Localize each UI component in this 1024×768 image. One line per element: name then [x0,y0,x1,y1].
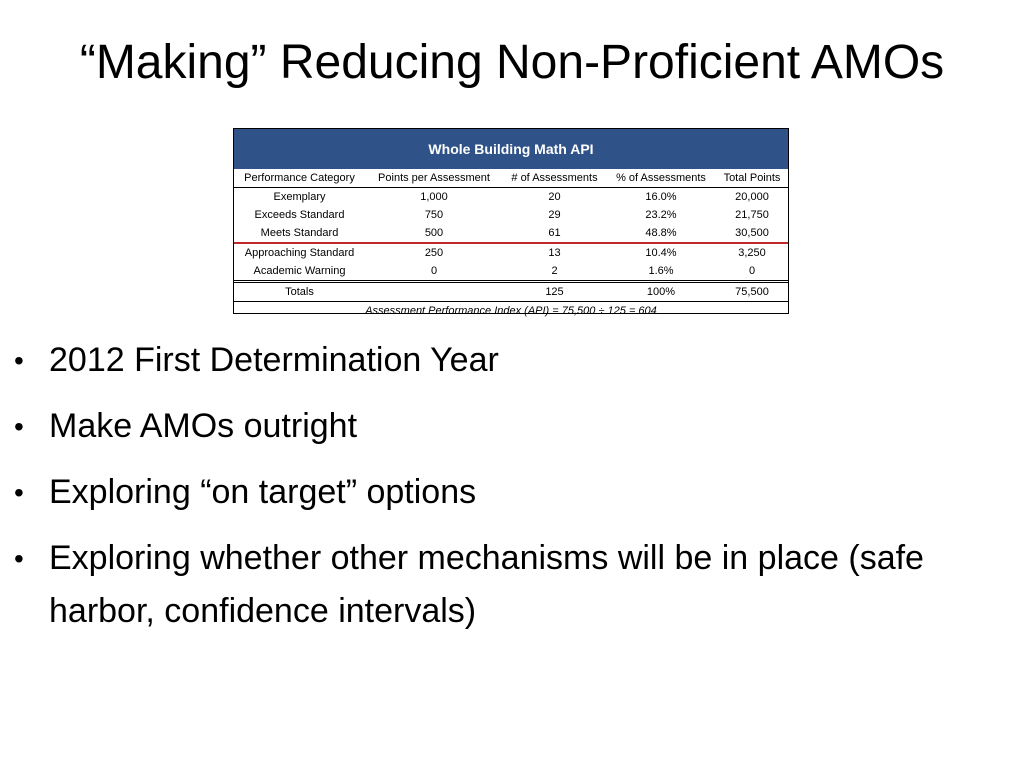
column-header: # of Assessments [503,169,606,188]
table-cell: 125 [503,282,606,302]
slide-title: “Making” Reducing Non-Proficient AMOs [79,36,945,89]
table-cell: 23.2% [645,209,677,221]
table-row [234,224,788,243]
bullet-text: Exploring whether other mechanisms will be in place (safe harbor, confidence intervals) [49,539,924,630]
table-cell: Approaching Standard [234,243,365,262]
column-header: Points per Assessment [365,169,503,188]
table-cell: 250 [365,243,503,262]
table-cell: 100% [606,282,716,302]
table-cell: 1.6% [648,265,674,277]
table-header-row [234,169,788,188]
bullet-text: 2012 First Determination Year [49,341,499,379]
table-cell: Meets Standard [260,227,339,239]
table-cell: 750 [424,209,444,221]
table-cell: 500 [424,227,444,239]
bullet-text: Make AMOs outright [49,407,358,445]
table-cell: 0 [430,265,438,277]
table-cell: 1,000 [420,191,448,203]
bullet-dot-icon: • [14,345,24,376]
table-cell: Academic Warning [253,265,346,277]
table-row [234,243,788,262]
table-row [234,262,788,282]
table-cell: 2 [551,265,558,277]
api-table-title: Whole Building Math API [234,129,788,169]
formula-row [234,302,788,321]
bullet-text: Exploring “on target” options [49,473,477,511]
bullet-dot-icon: • [14,477,24,508]
table-cell [365,282,503,302]
table-cell: 10.4% [606,243,716,262]
table-cell: 20 [548,191,561,203]
table-cell: Exemplary [273,191,326,203]
bullet-list [0,334,1024,651]
api-table [233,128,789,317]
totals-label: Totals [234,282,365,302]
table-cell: 21,750 [735,209,769,221]
table-cell: 30,500 [735,227,769,239]
table-row [234,206,788,224]
table-cell: 13 [503,243,606,262]
table-cell: 16.0% [645,191,677,203]
table-cell: 29 [548,209,561,221]
table-cell: Exceeds Standard [254,209,345,221]
bullet-item [0,466,1024,519]
table-row [234,188,788,207]
table-cell: 3,250 [716,243,788,262]
column-header: Total Points [716,169,788,188]
bullet-item [0,334,1024,387]
api-formula: Assessment Performance Index (API) = 75,500 ÷ 125 = 604 [365,305,657,317]
table-cell: 61 [548,227,561,239]
column-header: % of Assessments [606,169,716,188]
bullet-item [0,532,1024,638]
bullet-dot-icon: • [14,411,24,442]
table-cell: 20,000 [735,191,769,203]
bullet-item [0,400,1024,453]
column-header: Performance Category [234,169,365,188]
api-data-table [234,169,788,320]
totals-row [234,282,788,302]
bullet-dot-icon: • [14,543,24,574]
table-cell: 48.8% [645,227,677,239]
table-cell: 0 [748,265,756,277]
table-cell: 75,500 [716,282,788,302]
